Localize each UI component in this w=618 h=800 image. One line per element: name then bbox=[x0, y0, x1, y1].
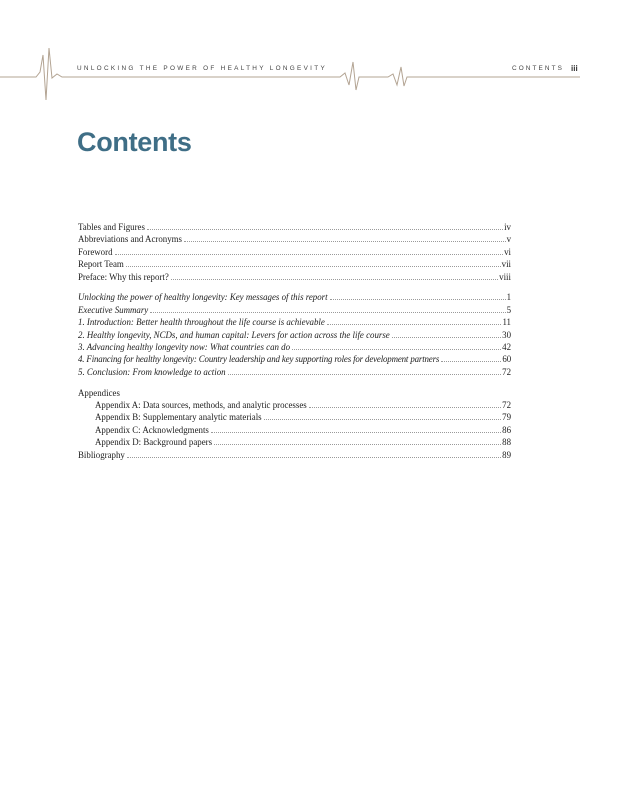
toc-entry-foreword[interactable] bbox=[78, 246, 511, 258]
toc-entry-label: 4. Financing for healthy longevity: Country leadership and key supporting roles for development partners bbox=[78, 354, 440, 365]
toc-entry-preface[interactable] bbox=[78, 271, 511, 283]
dot-leader bbox=[127, 456, 501, 458]
toc-entry-label: Bibliography bbox=[78, 449, 125, 460]
page-title: Contents bbox=[77, 127, 192, 157]
dot-leader bbox=[184, 240, 506, 242]
toc-entry-page: 5 bbox=[506, 304, 511, 315]
toc-entry-label: 3. Advancing healthy longevity now: What countries can do bbox=[78, 342, 291, 353]
toc-entry-page: 72 bbox=[502, 400, 511, 411]
toc-entry-appendix-c[interactable] bbox=[78, 424, 511, 436]
toc-entry-page: 72 bbox=[502, 366, 511, 377]
running-title: UNLOCKING THE POWER OF HEALTHY LONGEVITY bbox=[77, 65, 328, 72]
toc-entry-tables-figures[interactable] bbox=[78, 221, 511, 233]
dot-leader bbox=[147, 228, 503, 230]
dot-leader bbox=[150, 311, 505, 313]
toc-entry-page: 1 bbox=[506, 292, 511, 303]
toc-entry-page: 11 bbox=[502, 317, 511, 328]
toc-entry-label: 5. Conclusion: From knowledge to action bbox=[78, 366, 226, 377]
toc-entry-page: v bbox=[506, 234, 511, 245]
dot-leader bbox=[330, 298, 506, 300]
toc-entry-page: iv bbox=[504, 222, 511, 232]
toc-entry-page: 79 bbox=[502, 412, 511, 423]
toc-entry-page: vii bbox=[501, 259, 511, 270]
toc-front-matter bbox=[78, 221, 511, 283]
toc-entry-label: Appendix A: Data sources, methods, and analytic processes bbox=[95, 400, 307, 411]
toc-entry-label: Report Team bbox=[78, 259, 124, 270]
toc-entry-bibliography[interactable] bbox=[78, 449, 511, 461]
toc-entry-abbreviations[interactable] bbox=[78, 233, 511, 245]
toc-entry-chapter-4[interactable] bbox=[78, 353, 511, 365]
toc-entry-appendix-a[interactable] bbox=[78, 399, 511, 411]
dot-leader bbox=[211, 431, 501, 433]
toc-entry-page: 86 bbox=[502, 424, 511, 435]
toc-entry-page: 89 bbox=[502, 449, 511, 460]
toc-entry-label: Foreword bbox=[78, 246, 113, 257]
dot-leader bbox=[214, 443, 501, 445]
dot-leader bbox=[171, 278, 498, 280]
toc-entry-page: 88 bbox=[502, 437, 511, 448]
toc-entry-label: 2. Healthy longevity, NCDs, and human capital: Levers for action across the life course bbox=[78, 329, 390, 340]
dot-leader bbox=[309, 406, 501, 408]
toc-entry-label: Appendix B: Supplementary analytic materials bbox=[95, 412, 262, 423]
toc-entry-appendix-d[interactable] bbox=[78, 436, 511, 448]
toc-entry-report-team[interactable] bbox=[78, 258, 511, 270]
dot-leader bbox=[228, 373, 502, 375]
toc-entry-page: 30 bbox=[502, 329, 511, 340]
toc-entry-page: viii bbox=[499, 271, 511, 282]
dot-leader bbox=[292, 348, 501, 350]
toc-appendices bbox=[78, 387, 511, 461]
toc-entry-chapter-2[interactable] bbox=[78, 329, 511, 341]
page-number: iii bbox=[571, 63, 578, 73]
toc-entry-appendix-b[interactable] bbox=[78, 411, 511, 423]
toc-entry-page: vi bbox=[504, 246, 511, 257]
toc-entry-label: Executive Summary bbox=[78, 304, 149, 315]
toc-entry-label: Appendix D: Background papers bbox=[95, 437, 213, 448]
toc-entry-label: Unlocking the power of healthy longevity: Key messages of this report bbox=[78, 292, 328, 303]
toc-entry-label: Tables and Figures bbox=[78, 222, 145, 232]
toc-entry-page: 42 bbox=[502, 342, 511, 353]
header-heartbeat-rule bbox=[0, 0, 618, 100]
toc-entry-key-messages[interactable] bbox=[78, 291, 511, 303]
dot-leader bbox=[441, 360, 501, 362]
dot-leader bbox=[126, 265, 501, 267]
toc-entry-executive-summary[interactable] bbox=[78, 304, 511, 316]
toc-entry-chapter-5[interactable] bbox=[78, 366, 511, 378]
toc-entry-label: Abbreviations and Acronyms bbox=[78, 234, 183, 245]
toc-entry-label: Appendix C: Acknowledgments bbox=[95, 424, 209, 435]
toc-entry-chapter-3[interactable] bbox=[78, 341, 511, 353]
table-of-contents bbox=[78, 221, 511, 469]
dot-leader bbox=[327, 323, 502, 325]
dot-leader bbox=[264, 418, 502, 420]
toc-entry-page: 60 bbox=[502, 354, 511, 365]
toc-entry-chapter-1[interactable] bbox=[78, 316, 511, 328]
toc-chapters bbox=[78, 291, 511, 378]
toc-appendices-heading: Appendices bbox=[78, 387, 120, 398]
dot-leader bbox=[392, 336, 501, 338]
toc-entry-label: 1. Introduction: Better health throughout the life course is achievable bbox=[78, 317, 325, 328]
toc-entry-label: Preface: Why this report? bbox=[78, 271, 169, 282]
section-label: CONTENTS bbox=[512, 65, 564, 72]
dot-leader bbox=[115, 253, 504, 255]
